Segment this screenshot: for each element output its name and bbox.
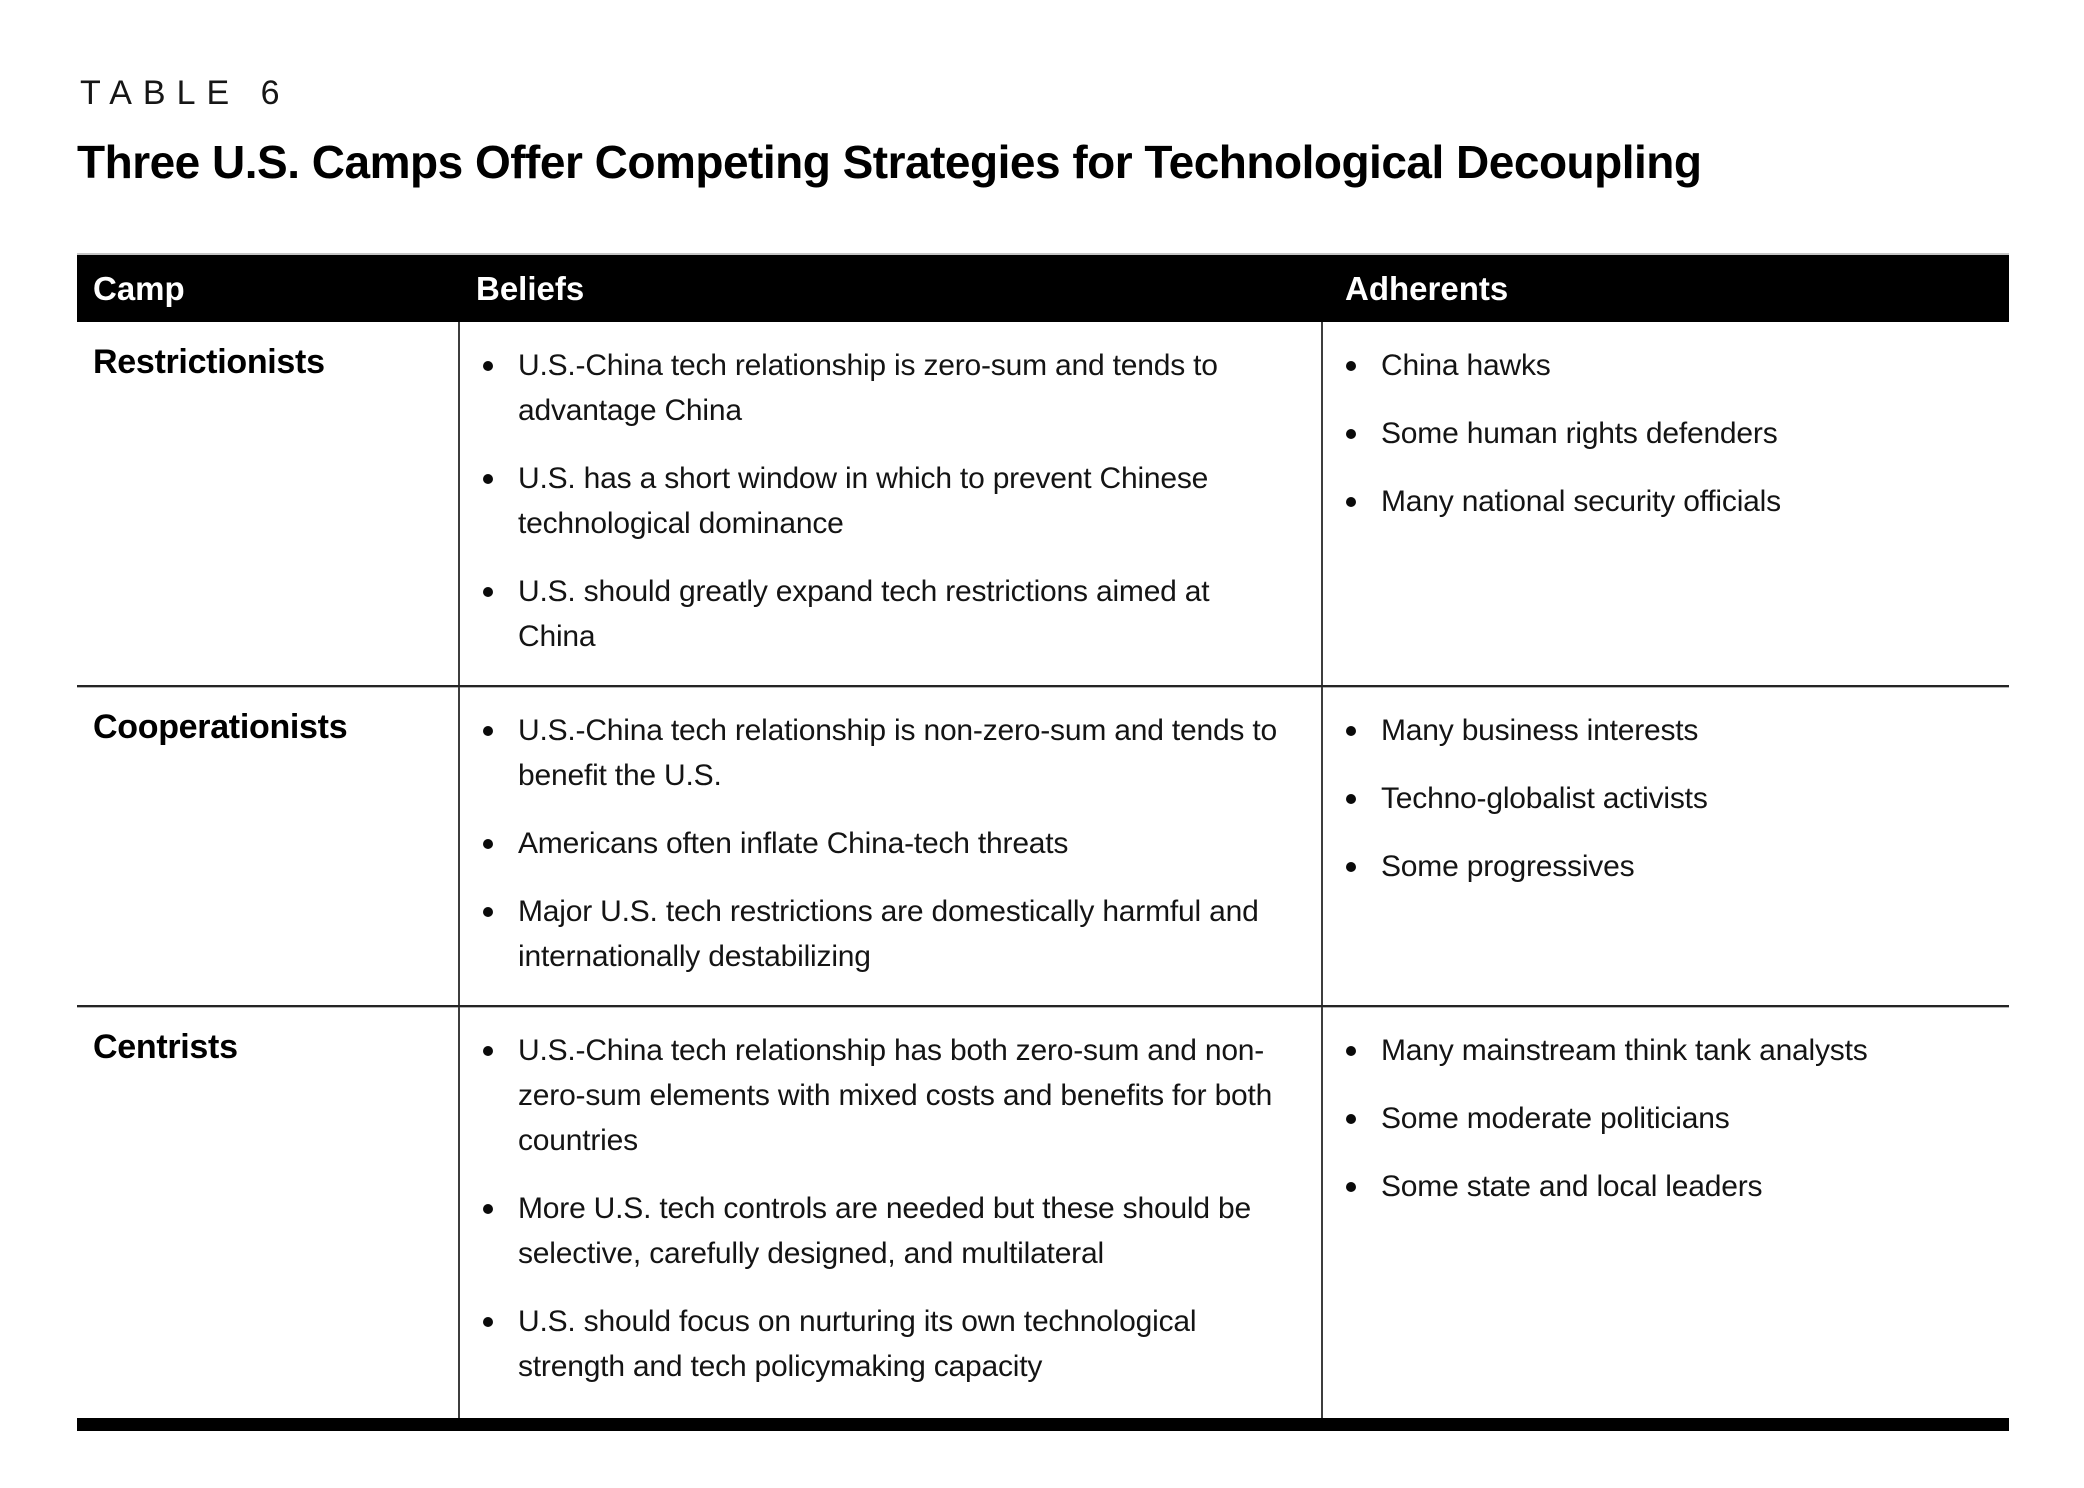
- adherent-text: Many mainstream think tank analysts: [1381, 1034, 1868, 1067]
- bullet-icon: [483, 1204, 493, 1214]
- adherent-item: [1323, 411, 2009, 456]
- belief-text: More U.S. tech controls are needed but these should be selective, carefully designed, and multilateral: [518, 1192, 1251, 1270]
- adherent-item: [1323, 1028, 2009, 1073]
- belief-item: [460, 821, 1321, 866]
- camp-name: Restrictionists: [93, 343, 325, 381]
- belief-item: [460, 708, 1321, 798]
- adherent-text: Many national security officials: [1381, 485, 1781, 518]
- belief-item: [460, 456, 1321, 546]
- adherent-item: [1323, 776, 2009, 821]
- adherent-item: [1323, 343, 2009, 388]
- belief-item: [460, 1028, 1321, 1163]
- belief-text: Americans often inflate China-tech threats: [518, 827, 1069, 860]
- belief-item: [460, 569, 1321, 659]
- bullet-icon: [483, 361, 493, 371]
- adherent-item: [1323, 479, 2009, 524]
- belief-item: [460, 343, 1321, 433]
- belief-text: U.S.-China tech relationship is zero-sum and tends to advantage China: [518, 349, 1218, 427]
- bullet-icon: [1346, 862, 1356, 872]
- bullet-icon: [1346, 1114, 1356, 1124]
- table-row-restrictionists: [77, 322, 2009, 685]
- adherent-item: [1323, 1164, 2009, 1209]
- adherents-cell: [1321, 322, 2009, 685]
- bullet-icon: [483, 839, 493, 849]
- bullet-icon: [483, 1046, 493, 1056]
- bullet-icon: [1346, 1182, 1356, 1192]
- bullet-icon: [483, 587, 493, 597]
- camps-table: [77, 253, 2009, 1431]
- column-header-adherents: Adherents: [1345, 269, 1509, 307]
- column-header-beliefs: Beliefs: [476, 269, 585, 307]
- adherent-text: Many business interests: [1381, 714, 1699, 747]
- camp-name: Centrists: [93, 1028, 238, 1066]
- belief-text: U.S.-China tech relationship is non-zero-sum and tends to benefit the U.S.: [518, 714, 1277, 792]
- bullet-icon: [483, 726, 493, 736]
- belief-item: [460, 889, 1321, 979]
- adherent-item: [1323, 1096, 2009, 1141]
- table-header-row: [77, 255, 2009, 322]
- beliefs-cell: [458, 687, 1321, 1005]
- table-title: Three U.S. Camps Offer Competing Strategies for Technological Decoupling: [77, 136, 1702, 188]
- bullet-icon: [483, 907, 493, 917]
- belief-text: U.S. should greatly expand tech restrictions aimed at China: [518, 575, 1210, 653]
- bullet-icon: [483, 1317, 493, 1327]
- adherents-cell: [1321, 687, 2009, 1005]
- camp-name: Cooperationists: [93, 708, 348, 746]
- bullet-icon: [483, 474, 493, 484]
- beliefs-cell: [458, 1007, 1321, 1418]
- table-row-cooperationists: [77, 685, 2009, 1005]
- belief-text: U.S. has a short window in which to prevent Chinese technological dominance: [518, 462, 1209, 540]
- adherent-item: [1323, 708, 2009, 753]
- adherent-item: [1323, 844, 2009, 889]
- adherent-text: Some state and local leaders: [1381, 1170, 1763, 1203]
- belief-item: [460, 1186, 1321, 1276]
- table-row-centrists: [77, 1005, 2009, 1418]
- belief-item: [460, 1299, 1321, 1389]
- adherent-text: Some progressives: [1381, 850, 1635, 883]
- table-number-label: TABLE 6: [80, 74, 291, 112]
- adherents-cell: [1321, 1007, 2009, 1418]
- bullet-icon: [1346, 497, 1356, 507]
- column-header-camp: Camp: [93, 269, 185, 307]
- bullet-icon: [1346, 1046, 1356, 1056]
- adherent-text: China hawks: [1381, 349, 1551, 382]
- adherent-text: Some moderate politicians: [1381, 1102, 1730, 1135]
- adherent-text: Techno-globalist activists: [1381, 782, 1708, 815]
- table-bottom-rule: [77, 1418, 2009, 1431]
- belief-text: Major U.S. tech restrictions are domestically harmful and internationally destabilizing: [518, 895, 1259, 973]
- beliefs-cell: [458, 322, 1321, 685]
- belief-text: U.S.-China tech relationship has both zero-sum and non-zero-sum elements with mixed costs and benefits for both countries: [518, 1034, 1273, 1157]
- bullet-icon: [1346, 726, 1356, 736]
- adherent-text: Some human rights defenders: [1381, 417, 1778, 450]
- bullet-icon: [1346, 429, 1356, 439]
- belief-text: U.S. should focus on nurturing its own technological strength and tech policymaking capacity: [518, 1305, 1197, 1383]
- bullet-icon: [1346, 794, 1356, 804]
- bullet-icon: [1346, 361, 1356, 371]
